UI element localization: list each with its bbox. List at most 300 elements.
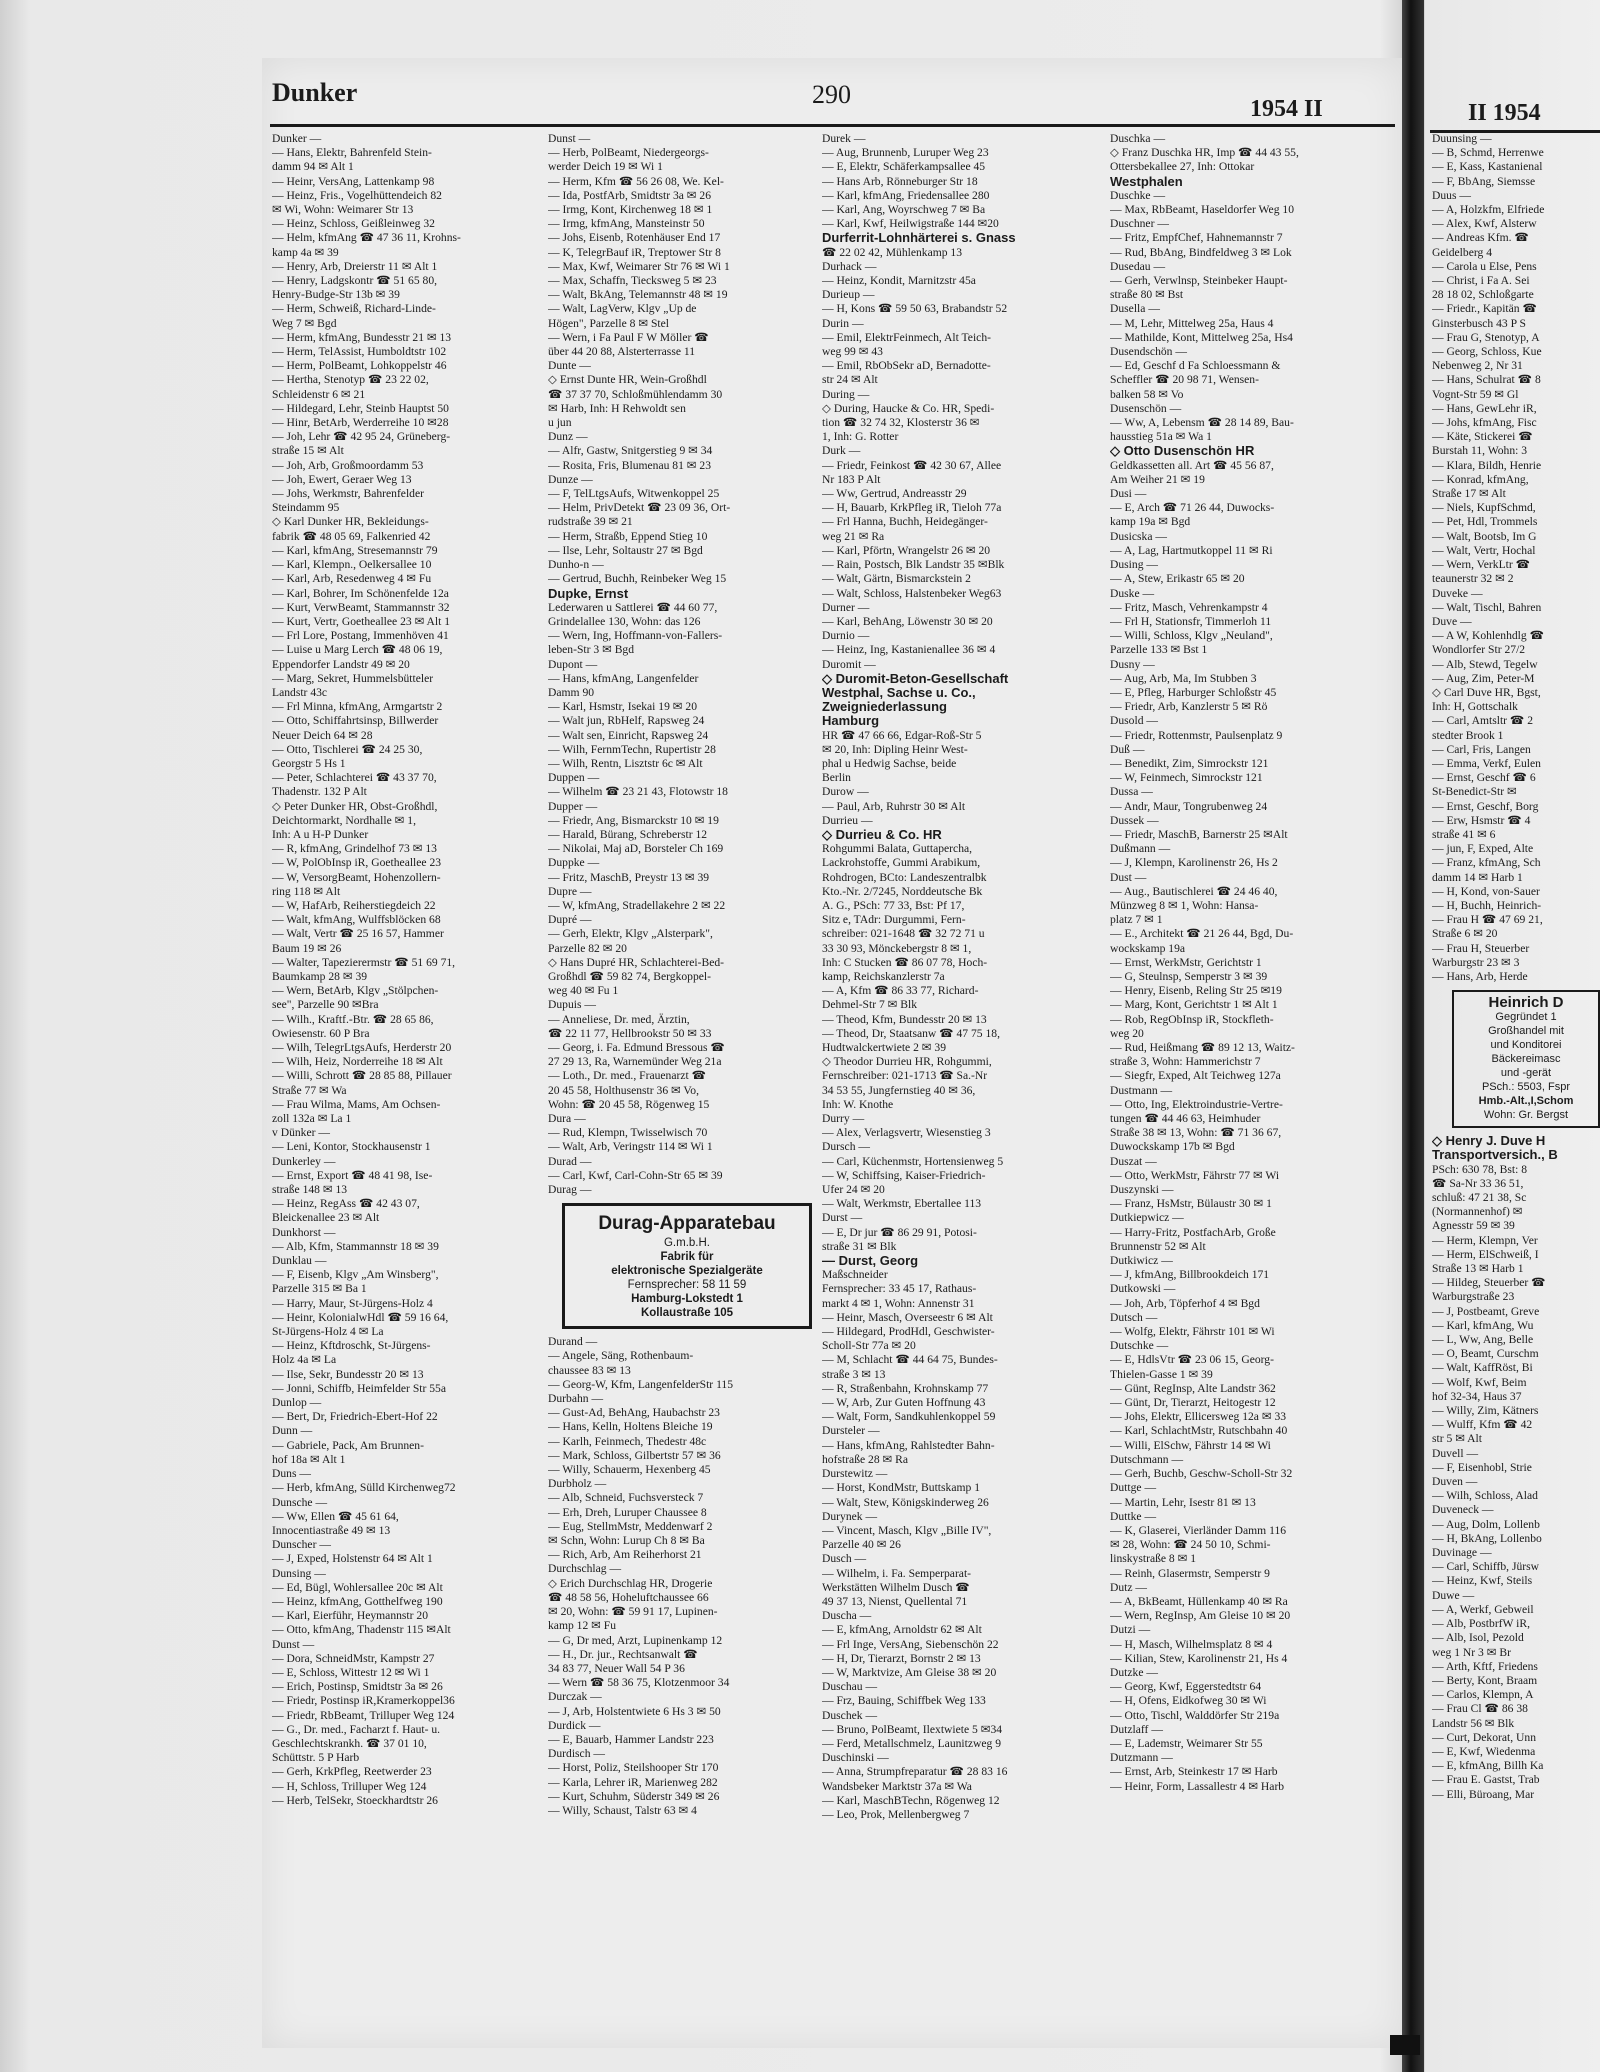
directory-entry-line: Georgstr 5 Hs 1 <box>272 756 346 770</box>
directory-entry-line: Duppke — <box>548 856 600 870</box>
directory-entry-line: — Marg, Kont, Gerichtstr 1 ✉ Alt 1 <box>1110 998 1278 1012</box>
directory-entry-line: — Frau Cl ☎ 86 38 <box>1432 1702 1528 1716</box>
directory-entry-line: — Wilh, Schloss, Alad <box>1432 1489 1538 1503</box>
directory-entry-line: — Ernst, Geschf ☎ 6 <box>1432 771 1536 785</box>
directory-entry-line: — Wilh, FernmTechn, Rupertistr 28 <box>548 742 716 756</box>
directory-entry-line: teaunerstr 32 ✉ 2 <box>1432 572 1514 586</box>
directory-entry-line: — Hildegard, ProdHdl, Geschwister- <box>822 1325 995 1339</box>
directory-entry-line: — Paul, Arb, Ruhrstr 30 ✉ Alt <box>822 799 966 813</box>
directory-entry-line: Dustmann — <box>1110 1083 1173 1097</box>
directory-entry-line: — Wern ☎ 58 36 75, Klotzenmoor 34 <box>548 1676 730 1690</box>
directory-entry-line: — Karl, kfmAng, Friedensallee 280 <box>822 188 990 202</box>
directory-entry-line: Durin — <box>822 316 864 330</box>
directory-entry-line: Dusella — <box>1110 302 1160 316</box>
directory-entry-line: Parzelle 315 ✉ Ba 1 <box>272 1282 367 1296</box>
directory-entry-line: — Gerh, Elektr, Klgv „Alsterpark", <box>548 927 713 941</box>
directory-entry-line: Wohn: ☎ 20 45 58, Rögenweg 15 <box>548 1097 710 1111</box>
directory-entry-line: Dutzlaff — <box>1110 1722 1163 1736</box>
directory-entry-line: — jun, F, Exped, Alte <box>1432 842 1534 856</box>
directory-entry-line: — Jonni, Schiffb, Heimfelder Str 55a <box>272 1381 446 1395</box>
directory-entry-line: — M, Lehr, Mittelweg 25a, Haus 4 <box>1110 316 1274 330</box>
directory-entry-line: — Horst, Poliz, Steilshooper Str 170 <box>548 1761 719 1775</box>
directory-entry-line: — Anna, Strumpfreparatur ☎ 28 83 16 <box>822 1765 1008 1779</box>
directory-entry-line: — H, Kons ☎ 59 50 63, Brabandstr 52 <box>822 302 1008 316</box>
directory-entry-line: ◇ Hans Dupré HR, Schlachterei-Bed- <box>548 955 725 969</box>
directory-entry-line: — Karl, kfmAng, Stresemannstr 79 <box>272 543 438 557</box>
directory-entry-line: Straße 38 ✉ 13, Wohn: ☎ 71 36 67, <box>1110 1126 1282 1140</box>
directory-entry-line: Duttge — <box>1110 1481 1157 1495</box>
directory-entry-line: — Willi, Schrott ☎ 28 85 88, Pillauer <box>272 1069 452 1083</box>
directory-entry-line: Duttke — <box>1110 1509 1157 1523</box>
directory-entry-line: Dunst — <box>548 132 591 145</box>
directory-entry-line: über 44 20 88, Alsterterrasse 11 <box>548 345 696 359</box>
directory-entry-line: — Rich, Arb, Am Reiherhorst 21 <box>548 1548 702 1562</box>
directory-entry-line: — Aug, Dolm, Lollenb <box>1432 1517 1540 1531</box>
directory-entry-line: — E, Dr jur ☎ 86 29 91, Potosi- <box>822 1225 977 1239</box>
directory-entry-line: — Leni, Kontor, Stockhausenstr 1 <box>272 1140 431 1154</box>
directory-entry-line: — Helm, PrivDetekt ☎ 23 09 36, Ort- <box>548 501 731 515</box>
directory-entry-line: — Angele, Säng, Rothenbaum- <box>548 1349 694 1363</box>
header-rule <box>270 124 1395 127</box>
directory-entry-line: — W, Arb, Zur Guten Hoffnung 43 <box>822 1396 986 1410</box>
directory-entry-line: Vognt-Str 59 ✉ Gl <box>1432 387 1519 401</box>
directory-entry-line: Duveneck — <box>1432 1503 1494 1517</box>
directory-entry-line: Agnesstr 59 ✉ 39 <box>1432 1219 1515 1233</box>
directory-entry-line: — Heinz, RegAss ☎ 42 43 07, <box>272 1197 420 1211</box>
directory-entry-line: ✉ Harb, Inh: H Rehwoldt sen <box>548 401 686 415</box>
directory-entry-line: ◇ Karl Dunker HR, Bekleidungs- <box>272 515 429 529</box>
directory-entry-line: Duwe — <box>1432 1588 1475 1602</box>
directory-entry-line: Westphalen <box>1110 174 1183 189</box>
directory-entry-line: — A, Stew, Erikastr 65 ✉ 20 <box>1110 572 1245 586</box>
directory-entry-line: — Wilh, Heiz, Norderreihe 18 ✉ Alt <box>272 1055 443 1069</box>
directory-entry-line: Dutkiwicz — <box>1110 1254 1173 1268</box>
directory-entry-line: Duvinage — <box>1432 1546 1492 1560</box>
running-header-name: Dunker <box>272 78 358 107</box>
directory-entry-line: — Frau Wilma, Mams, Am Ochsen- <box>272 1097 441 1111</box>
directory-entry-line: — Emma, Verkf, Eulen <box>1432 756 1541 770</box>
directory-entry-line: A. G., PSch: 77 33, Bst: Pf 17, <box>822 898 965 912</box>
directory-entry-line: — Hinr, BetArb, Werderreihe 10 ✉28 <box>272 416 449 430</box>
directory-entry-line: — Henry, Ladgskontr ☎ 51 65 80, <box>272 274 438 288</box>
directory-entry-line: — Emil, ElektrFeinmech, Alt Teich- <box>822 330 991 344</box>
directory-entry-line: Parzelle 40 ✉ 26 <box>822 1538 901 1552</box>
directory-entry-line: — Carl, Schiffb, Jürsw <box>1432 1560 1540 1574</box>
directory-entry-line: Dußmann — <box>1110 842 1171 856</box>
directory-entry-line: Warburgstraße 23 <box>1432 1290 1515 1304</box>
directory-entry-line: Durdick — <box>548 1718 601 1732</box>
durag-ad-line: G.m.b.H. <box>663 1237 710 1250</box>
directory-entry-line: — J, Klempn, Karolinenstr 26, Hs 2 <box>1110 856 1278 870</box>
directory-entry-line: HR ☎ 47 66 66, Edgar-Roß-Str 5 <box>822 728 982 742</box>
directory-entry-line: ◇ Carl Duve HR, Bgst, <box>1432 685 1541 699</box>
directory-entry-line: — Erich, Postinsp, Smidtstr 3a ✉ 26 <box>272 1680 443 1694</box>
directory-entry-line: — Frau H ☎ 47 69 21, <box>1432 913 1543 927</box>
directory-entry-line: — Frl Lore, Postang, Immenhöven 41 <box>272 629 449 643</box>
directory-entry-line: During — <box>822 387 870 401</box>
directory-entry-line: Duß — <box>1110 742 1145 756</box>
directory-entry-line: Dunte — <box>548 359 591 373</box>
directory-entry-line: Warburgstr 23 ✉ 3 <box>1432 955 1520 969</box>
directory-entry-line: Dust — <box>1110 870 1147 884</box>
directory-entry-line: schreiber: 021-1648 ☎ 32 72 71 u <box>822 927 985 941</box>
directory-entry-line: — Walt, Vertr, Hochal <box>1432 543 1536 557</box>
directory-entry-line: — Max, Kwf, Weimarer Str 76 ✉ Wi 1 <box>548 259 730 273</box>
duve-ad-line: und -gerät <box>1500 1067 1552 1080</box>
directory-entry-line: — Emil, RbObSekr aD, Bernadotte- <box>822 359 991 373</box>
directory-entry-line: Dutzke — <box>1110 1665 1158 1679</box>
directory-entry-line: Duromit — <box>822 657 876 671</box>
directory-entry-line: Ginsterbusch 43 P S <box>1432 316 1526 330</box>
directory-entry-line: linskystraße 8 ✉ 1 <box>1110 1552 1197 1566</box>
directory-entry-line: platz 7 ✉ 1 <box>1110 913 1163 927</box>
directory-entry-line: — Walt sen, Einricht, Rapsweg 24 <box>548 728 709 742</box>
directory-entry-line: — Otto, Ing, Elektroindustrie-Vertre- <box>1110 1097 1283 1111</box>
directory-entry-line: 34 83 77, Neuer Wall 54 P 36 <box>548 1661 685 1675</box>
directory-entry-line: — Wolfg, Elektr, Fährstr 101 ✉ Wi <box>1110 1325 1275 1339</box>
directory-entry-line: — A W, Kohlenhdlg ☎ <box>1432 629 1545 643</box>
directory-entry-line: — Harry, Maur, St-Jürgens-Holz 4 <box>272 1296 433 1310</box>
directory-entry-line: — Franz, HsMstr, Bülaustr 30 ✉ 1 <box>1110 1197 1272 1211</box>
directory-entry-line: Duveke — <box>1432 586 1483 600</box>
directory-entry-line: — Alb, Schneid, Fuchsversteck 7 <box>548 1491 704 1505</box>
directory-entry-line: Parzelle 82 ✉ 20 <box>548 941 627 955</box>
directory-entry-line: — Walt, Werkmstr, Ebertallee 113 <box>822 1197 982 1211</box>
directory-entry-line: — F, TelLtgsAufs, Witwenkoppel 25 <box>548 487 720 501</box>
directory-entry-line: Damm 90 <box>548 685 595 699</box>
directory-entry-line: Ufer 24 ✉ 20 <box>822 1183 885 1197</box>
directory-entry-line: — Walt, BkAng, Telemannstr 48 ✉ 19 <box>548 288 728 302</box>
duve-ad-line: Bäckereimasc <box>1491 1053 1561 1066</box>
directory-entry-line: Durk — <box>822 444 861 458</box>
directory-entry-line: Duschek — <box>822 1708 878 1722</box>
directory-entry-line: — Otto, WerkMstr, Fährstr 77 ✉ Wi <box>1110 1168 1280 1182</box>
directory-entry-line: — Alb, Stewd, Tegelw <box>1432 657 1538 671</box>
directory-entry-line: — Willy, Zim, Kätners <box>1432 1404 1539 1418</box>
directory-entry-line: — Friedr, MaschB, Barnerstr 25 ✉Alt <box>1110 827 1288 841</box>
directory-entry-line: — W, Marktvize, Am Gleise 38 ✉ 20 <box>822 1665 997 1679</box>
directory-entry-line: — Siegfr, Exped, Alt Teichweg 127a <box>1110 1069 1281 1083</box>
directory-entry-line: — Anneliese, Dr. med, Ärztin, <box>548 1012 690 1026</box>
directory-entry-line: Landstr 56 ✉ Blk <box>1432 1716 1515 1730</box>
directory-entry-line: 20 45 58, Holthusenstr 36 ✉ Vo, <box>548 1083 699 1097</box>
directory-entry-line: kamp 4a ✉ 39 <box>272 245 339 259</box>
directory-entry-line: straße 80 ✉ Bst <box>1110 288 1184 302</box>
directory-entry-line: — Herm, Kfm ☎ 56 26 08, We. Kel- <box>548 174 724 188</box>
directory-entry-line: — Wilh, TelegrLtgsAufs, Herderstr 20 <box>272 1041 452 1054</box>
directory-entry-line: — Käte, Stickerei ☎ <box>1432 430 1533 444</box>
directory-entry-line: — Vincent, Masch, Klgv „Bille IV", <box>822 1523 992 1537</box>
directory-entry-line: — M, Schlacht ☎ 44 64 75, Bundes- <box>822 1353 998 1367</box>
directory-entry-line: Kto.-Nr. 2/7245, Norddeutsche Bk <box>822 884 983 898</box>
directory-entry-line: chaussee 83 ✉ 13 <box>548 1363 631 1377</box>
directory-entry-line: 34 53 55, Jungfernstieg 40 ✉ 36, <box>822 1083 976 1097</box>
directory-entry-line: — Rud, BbAng, Bindfeldweg 3 ✉ Lok <box>1110 245 1292 259</box>
directory-entry-line: — Frl H, Stationsfr, Timmerloh 11 <box>1110 614 1272 628</box>
directory-entry-line: Münzweg 8 ✉ 1, Wohn: Hansa- <box>1110 898 1259 912</box>
directory-entry-line: Dusny — <box>1110 657 1155 671</box>
directory-entry-line: Geschlechtskrankh. ☎ 37 01 10, <box>272 1736 427 1750</box>
directory-entry-line: — Erh, Dreh, Luruper Chaussee 8 <box>548 1505 707 1519</box>
directory-entry-line: Dunst — <box>272 1637 315 1651</box>
directory-entry-line: — Hans, Arb, Herde <box>1432 969 1528 983</box>
directory-entry-line: — Heinz, Kwf, Steils <box>1432 1574 1533 1588</box>
directory-entry-line: — Georg, Kwf, Eggerstedtstr 64 <box>1110 1680 1262 1694</box>
directory-entry-line: — Walt jun, RbHelf, Rapsweg 24 <box>548 714 705 728</box>
directory-entry-line: — Kurt, Vertr, Goetheallee 23 ✉ Alt 1 <box>272 614 451 628</box>
directory-entry-line: weg 21 ✉ Ra <box>822 529 885 543</box>
directory-entry-line: — Friedr, Ang, Bismarckstr 10 ✉ 19 <box>548 813 719 827</box>
directory-entry-line: — Reinh, Glasermstr, Semperstr 9 <box>1110 1566 1270 1580</box>
directory-entry-line: Dunkerley — <box>272 1154 336 1168</box>
directory-entry-line: — E, HdlsVtr ☎ 23 06 15, Georg- <box>1110 1353 1274 1367</box>
directory-entry-line: — Heinr, KolonialwHdl ☎ 59 16 64, <box>272 1310 449 1324</box>
directory-entry-line: Durhack — <box>822 259 877 273</box>
directory-entry-line: ◇ Otto Dusenschön HR <box>1110 444 1255 459</box>
directory-entry-line: — Heinr, Form, Lassallestr 4 ✉ Harb <box>1110 1779 1285 1793</box>
scan-edge-mark <box>1390 2035 1420 2055</box>
directory-entry-line: Landstr 43c <box>272 685 328 699</box>
next-page-column-part-a <box>1432 132 1600 984</box>
directory-entry-line: — Günt, Dr, Tierarzt, Heitogestr 12 <box>1110 1396 1276 1410</box>
directory-entry-line: — Joh, Arb, Großmoordamm 53 <box>272 458 424 472</box>
directory-entry-line: — Rud, Heißmang ☎ 89 12 13, Waitz- <box>1110 1041 1295 1054</box>
directory-entry-line: — Otto, Schiffahrtsinsp, Billwerder <box>272 714 439 728</box>
directory-entry-line: — Ferd, Metallschmelz, Launitzweg 9 <box>822 1736 1002 1750</box>
next-page-column <box>1432 132 1600 2022</box>
directory-column-2 <box>548 132 816 2022</box>
directory-entry-line: — Joh, Arb, Töpferhof 4 ✉ Bgd <box>1110 1296 1260 1310</box>
directory-entry-line: Durchschlag — <box>548 1562 622 1576</box>
directory-entry-line: Duunsing — <box>1432 132 1492 145</box>
directory-entry-line: — Frau H, Steuerber <box>1432 941 1530 955</box>
directory-entry-line: hof 18a ✉ Alt 1 <box>272 1452 346 1466</box>
directory-entry-line: — E, kfmAng, Billh Ka <box>1432 1759 1544 1773</box>
directory-entry-line: — Max, Schaffn, Tiecksweg 5 ✉ 23 <box>548 274 717 288</box>
directory-entry-line: ◇ Henry J. Duve H <box>1432 1134 1546 1149</box>
duve-ad-line: Großhandel mit <box>1488 1025 1564 1038</box>
directory-entry-line: Durferrit-Lohnhärterei s. Gnass <box>822 231 1016 246</box>
directory-entry-line: — Dora, SchneidMstr, Kampstr 27 <box>272 1651 435 1665</box>
directory-entry-line: — Alex, Kwf, Alsterw <box>1432 217 1537 231</box>
directory-entry-line: — Gabriele, Pack, Am Brunnen- <box>272 1438 424 1452</box>
directory-entry-line: — Harry-Fritz, PostfachArb, Große <box>1110 1225 1276 1239</box>
directory-entry-line: Duns — <box>272 1467 311 1481</box>
directory-entry-line: Straße 17 ✉ Alt <box>1432 487 1506 501</box>
directory-entry-line: — Herb, PolBeamt, Niedergeorgs- <box>548 146 709 160</box>
directory-entry-line: — Walt, Tischl, Bahren <box>1432 600 1542 614</box>
directory-entry-line: v Dünker — <box>272 1126 330 1140</box>
directory-entry-line: straße 3 ✉ 13 <box>822 1367 886 1381</box>
directory-entry-line: — Frl Inge, VersAng, Siebenschön 22 <box>822 1637 999 1651</box>
directory-entry-line: — Benedikt, Zim, Simrockstr 121 <box>1110 756 1269 770</box>
directory-entry-line: — Curt, Dekorat, Unn <box>1432 1730 1537 1744</box>
directory-entry-line: — K, TelegrBauf iR, Treptower Str 8 <box>548 245 721 259</box>
directory-entry-line: Wondlorfer Str 27/2 <box>1432 643 1526 657</box>
column-2-part-c <box>548 1335 816 1818</box>
directory-entry-line: Wandsbeker Marktstr 37a ✉ Wa <box>822 1779 972 1793</box>
directory-entry-line: Dursteler — <box>822 1424 880 1438</box>
directory-entry-line: Grindelallee 130, Wohn: das 126 <box>548 614 701 628</box>
directory-entry-line: — Heinr, VersAng, Lattenkamp 98 <box>272 174 435 188</box>
directory-entry-line: — Walt, KaffRöst, Bi <box>1432 1361 1533 1375</box>
directory-entry-line: — Friedr, Postinsp iR,Kramerkoppel36 <box>272 1694 455 1708</box>
directory-entry-line: Duske — <box>1110 586 1155 600</box>
directory-entry-line: — Herm, PolBeamt, Lohkoppelstr 46 <box>272 359 447 373</box>
directory-entry-line: — Herm, ElSchweiß, I <box>1432 1247 1539 1261</box>
directory-entry-line: — Herb, TelSekr, Stoeckhardtstr 26 <box>272 1793 438 1807</box>
directory-entry-line: — Willy, Schauerm, Hexenberg 45 <box>548 1463 711 1477</box>
directory-entry-line: 33 30 93, Mönckebergstr 8 ✉ 1, <box>822 941 972 955</box>
directory-entry-line: Nebenweg 2, Nr 31 <box>1432 359 1523 373</box>
directory-entry-line: Dutschke — <box>1110 1339 1169 1353</box>
directory-entry-line: Dunho-n — <box>548 558 604 572</box>
directory-entry-line: Dura — <box>548 1112 586 1126</box>
directory-entry-line: Dusing — <box>1110 558 1158 572</box>
duve-ad-line: und Konditorei <box>1490 1039 1562 1052</box>
directory-entry-line: Durynek — <box>822 1509 878 1523</box>
directory-entry-line: — Johs, Elektr, Ellicersweg 12a ✉ 33 <box>1110 1410 1287 1424</box>
directory-entry-line: — Ilse, Sekr, Bundesstr 20 ✉ 13 <box>272 1367 424 1381</box>
directory-entry-line: — Gerh, KrkPfleg, Reetwerder 23 <box>272 1765 432 1779</box>
directory-entry-line: Inh: H, Gottschalk <box>1432 700 1518 714</box>
directory-entry-line: fabrik ☎ 48 05 69, Falkenried 42 <box>272 529 431 543</box>
directory-entry-line: 49 37 13, Nienst, Quellental 71 <box>822 1594 968 1608</box>
directory-entry-line: — Wern, i Fa Paul F W Möller ☎ <box>548 330 709 344</box>
directory-entry-line: — W, kfmAng, Stradellakehre 2 ✉ 22 <box>548 898 726 912</box>
directory-entry-line: ◇ During, Haucke & Co. HR, Spedi- <box>822 401 995 415</box>
directory-entry-line: weg 1 Nr 3 ✉ Br <box>1432 1645 1511 1659</box>
dupke-heading: Dupke, Ernst <box>548 586 629 601</box>
directory-entry-line: — Hans, kfmAng, Langenfelder <box>548 671 699 685</box>
directory-entry-line: — Nikolai, Maj aD, Borsteler Ch 169 <box>548 842 724 856</box>
directory-entry-line: — Pet, Hdl, Trommels <box>1432 515 1538 529</box>
directory-entry-line: Dutschmann — <box>1110 1452 1184 1466</box>
directory-entry-line: — Theod, Kfm, Bundesstr 20 ✉ 13 <box>822 1012 987 1026</box>
durag-ad-line: Fabrik für <box>660 1251 714 1264</box>
directory-entry-line: ☎ 48 58 56, Hoheluftchaussee 66 <box>548 1590 709 1604</box>
directory-entry-line: Dutsch — <box>1110 1310 1158 1324</box>
directory-entry-line: — J, Exped, Holstenstr 64 ✉ Alt 1 <box>272 1552 433 1566</box>
directory-entry-line: leben-Str 3 ✉ Bgd <box>548 643 635 657</box>
directory-entry-line: Duppen — <box>548 771 600 785</box>
directory-entry-line: Owiesenstr. 60 P Bra <box>272 1026 370 1040</box>
directory-entry-line: — Horst, KondMstr, Buttskamp 1 <box>822 1481 980 1495</box>
directory-entry-line: ring 118 ✉ Alt <box>272 884 341 898</box>
duve-ad-line: PSch.: 5503, Fspr <box>1481 1081 1571 1094</box>
directory-entry-line: Högen", Parzelle 8 ✉ Stel <box>548 316 670 330</box>
directory-entry-line: Hamburg <box>822 714 880 729</box>
directory-entry-line: Dusch — <box>822 1552 867 1566</box>
directory-entry-line: — Walt, LagVerw, Klgv „Up de <box>548 302 697 316</box>
directory-entry-line: damm 14 ✉ Harb 1 <box>1432 870 1523 884</box>
directory-entry-line: Dunscher — <box>272 1538 331 1552</box>
directory-entry-line: Großhdl ☎ 59 82 74, Bergkoppel- <box>548 969 711 983</box>
directory-entry-line: — Friedr, Rottenmstr, Paulsenplatz 9 <box>1110 728 1283 742</box>
directory-entry-line: — E, Lademstr, Weimarer Str 55 <box>1110 1736 1263 1750</box>
directory-entry-line: Duschka — <box>1110 132 1166 145</box>
directory-entry-line: ☎ 37 37 70, Schloßmühlendamm 30 <box>548 387 723 401</box>
directory-entry-line: — H, Buchh, Heinrich- <box>1432 898 1542 912</box>
directory-entry-line: str 5 ✉ Alt <box>1432 1432 1482 1446</box>
directory-entry-line: St-Benedict-Str ✉ <box>1432 785 1517 799</box>
directory-entry-line: Straße 6 ✉ 20 <box>1432 927 1498 941</box>
directory-entry-line: — F, Eisenhobl, Strie <box>1432 1460 1532 1474</box>
next-page-header-year: II 1954 <box>1468 100 1541 126</box>
durag-ad-line: elektronische Spezialgeräte <box>611 1265 763 1278</box>
directory-entry-line: Baum 19 ✉ 26 <box>272 941 342 955</box>
directory-entry-line: Am Weiher 21 ✉ 19 <box>1110 472 1205 486</box>
directory-entry-line: ◇ Peter Dunker HR, Obst-Großhdl, <box>272 799 438 813</box>
directory-entry-line: — H, Bauarb, KrkPfleg iR, Tieloh 77a <box>822 501 1002 515</box>
directory-entry-line: kamp 12 ✉ Fu <box>548 1619 617 1633</box>
directory-entry-line: — Karl, Arb, Resedenweg 4 ✉ Fu <box>272 572 432 586</box>
directory-entry-line: — Leo, Prok, Mellenbergweg 7 <box>822 1807 970 1821</box>
directory-entry-line: Maßschneider <box>822 1268 888 1282</box>
directory-entry-line: 1, Inh: G. Rotter <box>822 430 899 444</box>
directory-entry-line: — Karl, MaschBTechn, Rögenweg 12 <box>822 1793 1000 1807</box>
directory-entry-line: Duszynski — <box>1110 1183 1174 1197</box>
directory-entry-line: Rohdrogen, BCto: Landeszentralbk <box>822 870 987 884</box>
directory-entry-line: Duszat — <box>1110 1154 1157 1168</box>
directory-entry-line: Durieup — <box>822 288 875 302</box>
duve-ad-line: Hmb.-Alt.,I,Schom <box>1478 1095 1574 1108</box>
directory-entry-line: weg 99 ✉ 43 <box>822 345 883 359</box>
directory-entry-line: Durry — <box>822 1112 865 1126</box>
directory-entry-line: Dunkhorst — <box>272 1225 336 1239</box>
directory-entry-line: wockskamp 19a <box>1110 941 1186 955</box>
directory-entry-line: tungen ☎ 44 46 63, Heimhuder <box>1110 1112 1261 1126</box>
directory-entry-line: ✉ Wi, Wohn: Weimarer Str 13 <box>272 203 414 217</box>
directory-entry-line: — Karl, Eierführ, Heymannstr 20 <box>272 1609 429 1623</box>
directory-entry-line: — Loth., Dr. med., Frauenarzt ☎ <box>548 1069 707 1083</box>
directory-entry-line: — Wilh., Kraftf.-Btr. ☎ 28 65 86, <box>272 1012 434 1026</box>
directory-entry-line: — Friedr, Feinkost ☎ 42 30 67, Allee <box>822 458 1002 472</box>
directory-entry-line: — Frl Minna, kfmAng, Armgartstr 2 <box>272 700 443 714</box>
directory-entry-line: — Helm, kfmAng ☎ 47 36 11, Krohns- <box>272 231 461 245</box>
directory-entry-line: — Henry, Eisenb, Reling Str 25 ✉19 <box>1110 984 1282 998</box>
directory-entry-line: — W, PolObInsp iR, Goetheallee 23 <box>272 856 442 870</box>
directory-entry-line: — E, Arch ☎ 71 26 44, Duwocks- <box>1110 501 1275 515</box>
directory-entry-line: — Herm, Klempn, Ver <box>1432 1233 1538 1247</box>
durag-ad-title: Durag-Apparatebau <box>598 1213 776 1235</box>
page-number: 290 <box>812 80 851 109</box>
directory-entry-line: — Willi, Schloss, Klgv „Neuland", <box>1110 629 1273 643</box>
directory-entry-line: Durrieu — <box>822 813 873 827</box>
directory-entry-line: Dupper — <box>548 799 598 813</box>
directory-entry-line: Dunsche — <box>272 1495 328 1509</box>
directory-entry-line: — Elli, Büroang, Mar <box>1432 1787 1535 1801</box>
directory-entry-line: — Friedr., Kapitän ☎ <box>1432 302 1537 316</box>
directory-entry-line: — Christ, i Fa A. Sei <box>1432 274 1530 288</box>
directory-entry-line: — Karl, Bohrer, Im Schönenfelde 12a <box>272 586 449 600</box>
directory-entry-line: ✉ Schn, Wohn: Lurup Ch 8 ✉ Ba <box>548 1534 705 1548</box>
directory-entry-line: Neuer Deich 64 ✉ 28 <box>272 728 373 742</box>
directory-entry-line: Schüttstr. 5 P Harb <box>272 1751 360 1765</box>
directory-entry-line: — Ww, Gertrud, Andreasstr 29 <box>822 487 967 501</box>
directory-entry-line: — Georg, i. Fa. Edmund Bressous ☎ <box>548 1041 725 1054</box>
column-2-part-a <box>548 132 816 587</box>
directory-entry-line: weg 20 <box>1110 1026 1144 1040</box>
directory-entry-line: ✉ 28, Wohn: ☎ 24 50 10, Schmi- <box>1110 1538 1271 1552</box>
directory-entry-line: Fernschreiber: 021-1713 ☎ Sa.-Nr <box>822 1069 988 1083</box>
directory-entry-line: — W, VersorgBeamt, Hohenzollern- <box>272 870 441 884</box>
running-header-year: 1954 II <box>1250 96 1323 122</box>
directory-entry-line: hofstraße 28 ✉ Ra <box>822 1452 909 1466</box>
directory-entry-line: u jun <box>548 416 572 430</box>
directory-entry-line: Dupont — <box>548 657 598 671</box>
directory-entry-line: Dursch — <box>822 1140 870 1154</box>
